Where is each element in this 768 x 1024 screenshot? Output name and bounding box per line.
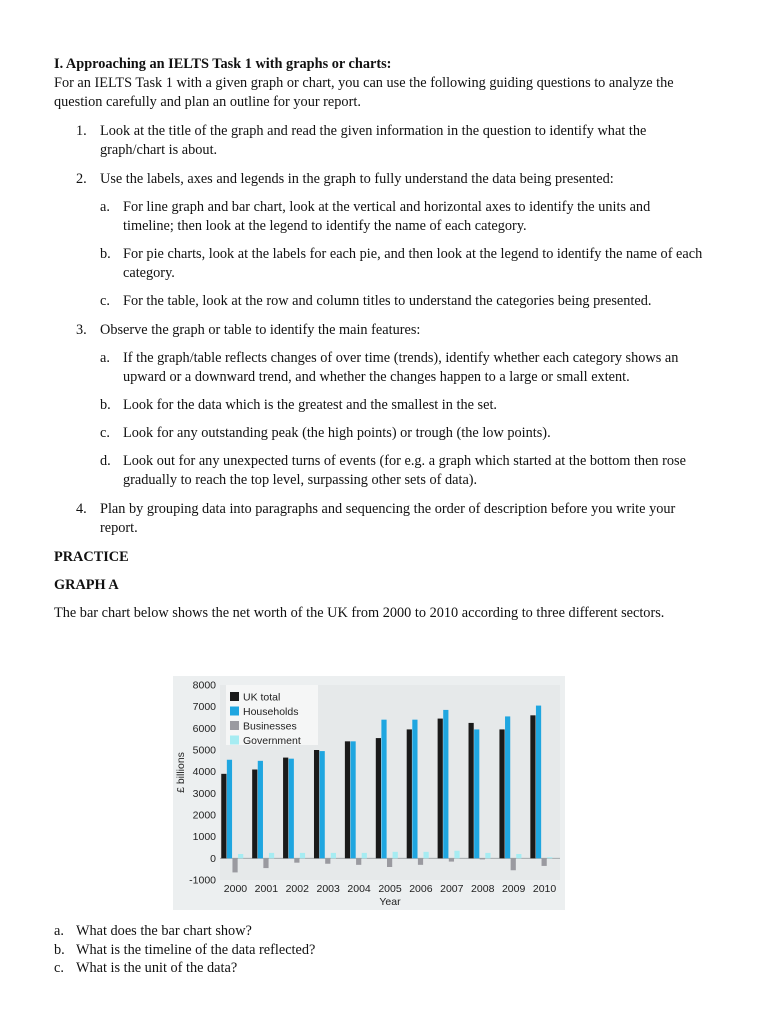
legend-label: Households (243, 706, 299, 718)
sub-list-letter: d. (100, 453, 111, 469)
bar-uk-total (469, 723, 474, 858)
x-tick-label: 2003 (316, 883, 340, 895)
bar-government (238, 854, 243, 858)
list-number: 2. (76, 171, 87, 187)
sub-list-letter: b. (100, 246, 111, 262)
bar-uk-total (252, 770, 257, 859)
bar-government (485, 853, 490, 858)
question-text: What is the timeline of the data reflected? (76, 941, 316, 958)
bar-households (381, 720, 386, 859)
questions-list (54, 922, 315, 978)
question-letter: a. (54, 923, 64, 939)
bar-households (505, 716, 510, 858)
practice-heading: PRACTICE (54, 549, 129, 565)
intro-paragraph: For an IELTS Task 1 with a given graph or chart, you can use the following guiding questions to analyze the question carefully and plan an outline for your report. (54, 75, 674, 110)
sub-list-text: For the table, look at the row and column titles to understand the categories being presented. (123, 293, 652, 309)
list-item-text: Use the labels, axes and legends in the graph to fully understand the data being presented: (100, 171, 614, 187)
bar-households (350, 741, 355, 858)
graph-intro: The bar chart below shows the net worth of the UK from 2000 to 2010 according to three different sectors. (54, 605, 665, 621)
question-letter: b. (54, 941, 65, 958)
x-tick-label: 2004 (347, 883, 371, 895)
list-item-text: Observe the graph or table to identify the main features: (100, 322, 421, 338)
bar-households (474, 729, 479, 858)
bar-chart (173, 676, 565, 910)
list-item-text: Look at the title of the graph and read the given information in the question to identify what the graph/chart is about. (100, 123, 647, 158)
bar-businesses (356, 858, 361, 865)
x-tick-label: 2006 (409, 883, 433, 895)
bar-businesses (511, 858, 516, 870)
sub-list (100, 349, 704, 490)
y-tick-label: 6000 (192, 722, 216, 735)
x-tick-label: 2010 (532, 883, 557, 895)
legend-label: Government (243, 735, 301, 747)
bar-government (269, 853, 274, 858)
legend-swatch (230, 707, 239, 716)
list-item (54, 321, 704, 490)
y-tick-label: 2000 (192, 809, 216, 822)
bar-uk-total (376, 738, 381, 858)
sub-list-text: For line graph and bar chart, look at the vertical and horizontal axes to identify the units and timeline; then look at the legend to identify the name of each category. (123, 199, 651, 234)
y-tick-label: 5000 (192, 744, 216, 757)
question-item (54, 922, 315, 941)
legend-swatch (230, 692, 239, 701)
x-tick-label: 2005 (378, 883, 402, 895)
legend-label: Businesses (243, 720, 297, 733)
sub-list-text: Look for the data which is the greatest and the smallest in the set. (123, 397, 497, 413)
bar-government (454, 851, 459, 859)
bar-government (547, 857, 552, 858)
x-tick-label: 2000 (223, 883, 248, 895)
x-tick-label: 2008 (471, 883, 495, 895)
legend-swatch (230, 736, 239, 745)
bar-chart-svg (173, 676, 565, 910)
bar-businesses (294, 858, 299, 862)
bar-government (516, 854, 521, 858)
sub-list-item (100, 245, 704, 283)
y-tick-label: 3000 (192, 787, 216, 800)
sub-list-text: Look for any outstanding peak (the high points) or trough (the low points). (123, 425, 551, 441)
bar-businesses (449, 858, 454, 861)
sub-list-letter: a. (100, 350, 110, 366)
list-item (54, 122, 704, 160)
list-number: 4. (76, 501, 87, 517)
bar-households (412, 720, 417, 859)
bar-businesses (387, 858, 392, 867)
x-tick-label: 2007 (440, 883, 464, 895)
sub-list-letter: c. (100, 425, 110, 441)
x-tick-label: 2009 (501, 883, 526, 895)
sub-list-item (100, 424, 704, 443)
sub-list-item (100, 198, 704, 236)
x-tick-label: 2001 (254, 883, 279, 895)
sub-list-letter: c. (100, 293, 110, 309)
list-number: 1. (76, 123, 87, 139)
bar-businesses (263, 858, 268, 868)
section-heading: I. Approaching an IELTS Task 1 with graphs or charts: (54, 56, 392, 72)
sub-list-item (100, 396, 704, 415)
bar-uk-total (499, 729, 504, 858)
bar-government (424, 852, 429, 859)
y-axis-title: £ billions (175, 752, 187, 793)
sub-list-text: For pie charts, look at the labels for each pie, and then look at the legend to identify the name of each category. (123, 246, 703, 281)
question-item (54, 959, 315, 978)
bar-uk-total (530, 715, 535, 858)
y-tick-label: -1000 (189, 874, 216, 887)
bar-uk-total (314, 750, 319, 858)
x-axis-title: Year (379, 896, 401, 908)
x-tick-label: 2002 (285, 883, 309, 895)
bar-households (536, 706, 541, 859)
bar-government (331, 853, 336, 858)
bar-government (300, 853, 305, 858)
bar-businesses (542, 858, 547, 866)
document-body (54, 55, 704, 623)
bar-uk-total (407, 729, 412, 858)
sub-list-letter: a. (100, 199, 110, 215)
guiding-questions-list (54, 122, 704, 538)
sub-list (100, 198, 704, 311)
graph-label: GRAPH A (54, 577, 119, 593)
bar-businesses (325, 858, 330, 863)
bar-households (227, 760, 232, 859)
bar-businesses (418, 858, 423, 865)
question-item (54, 941, 315, 960)
question-text: What is the unit of the data? (76, 960, 238, 976)
list-item (54, 500, 704, 538)
y-tick-label: 7000 (192, 701, 216, 714)
y-tick-label: 0 (210, 852, 216, 865)
y-tick-label: 1000 (192, 831, 216, 844)
bar-households (443, 710, 448, 858)
bar-uk-total (283, 758, 288, 859)
bar-government (393, 852, 398, 859)
bar-businesses (232, 858, 237, 872)
sub-list-item (100, 292, 704, 311)
bar-businesses (480, 858, 485, 859)
legend-label: UK total (243, 691, 281, 704)
bar-uk-total (438, 719, 443, 859)
bar-government (362, 853, 367, 858)
sub-list-text: If the graph/table reflects changes of over time (trends), identify whether each category shows an upward or a downward trend, and whether the changes happen to a large or small extent. (123, 350, 679, 385)
y-tick-label: 4000 (192, 766, 216, 779)
sub-list-letter: b. (100, 397, 111, 413)
sub-list-text: Look out for any unexpected turns of events (for e.g. a graph which started at the bottom then rose gradually to reach the top level, surpassing other sets of data). (123, 453, 686, 488)
bar-uk-total (345, 741, 350, 858)
sub-list-item (100, 452, 704, 490)
question-text: What does the bar chart show? (76, 923, 252, 939)
sub-list-item (100, 349, 704, 387)
bar-households (258, 761, 263, 859)
question-letter: c. (54, 960, 64, 976)
bar-households (289, 759, 294, 859)
bar-households (320, 751, 325, 858)
list-item (54, 170, 704, 311)
legend-swatch (230, 721, 239, 730)
bar-uk-total (221, 774, 226, 859)
list-number: 3. (76, 322, 87, 338)
list-item-text: Plan by grouping data into paragraphs and sequencing the order of description before you write your report. (100, 501, 676, 536)
y-tick-label: 8000 (192, 679, 216, 692)
